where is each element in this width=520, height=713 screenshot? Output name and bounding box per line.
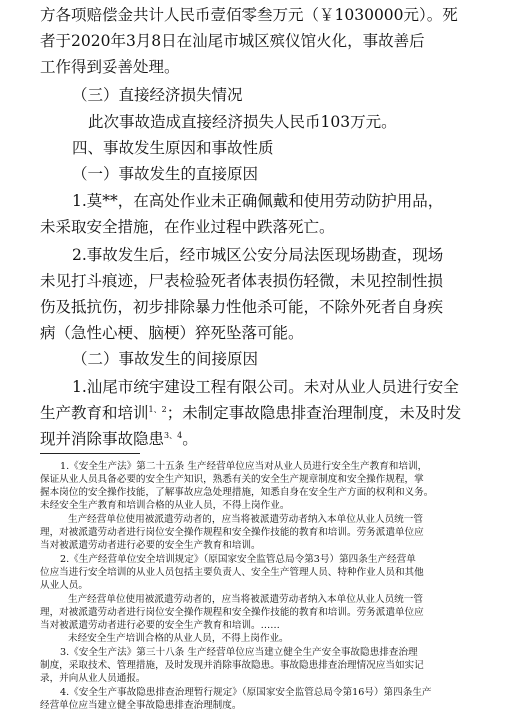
footnote-line: 未经安全生产培训合格的从业人员，不得上岗作业。 <box>68 633 289 644</box>
body-text: 现并消除事故隐患 <box>40 430 165 448</box>
footnote-line: 理，对被派遣劳动者进行岗位安全操作规程和安全操作技能的教育和培训。劳务派遣单位应 <box>40 607 424 618</box>
body-line <box>40 402 490 424</box>
body-line: 未见打斗痕迹，尸表检验死者体表损伤轻微，未见控制性损 <box>40 272 444 290</box>
body-line: 方各项赔偿金共计人民币壹佰零叁万元（￥1030000元）。死 <box>40 6 458 24</box>
footnote-marker: 1、2 <box>148 404 167 414</box>
footnote-line: 4.《安全生产事故隐患排查治理暂行规定》（原国家安全监管总局令第16号）第四条生产 <box>60 687 432 698</box>
body-line: 2.事故发生后，经市城区公安分局法医现场勘查，现场 <box>72 246 444 264</box>
section-heading: （一）事故发生的直接原因 <box>72 165 259 183</box>
section-heading: （三）直接经济损失情况 <box>72 86 243 104</box>
footnote-line: 当对被派遣劳动者进行必要的安全生产教育和培训。…… <box>40 620 280 631</box>
section-heading: （二）事故发生的间接原因 <box>72 350 259 368</box>
footnote-line: 当对被派遣劳动者进行必要的安全生产教育和培训。 <box>40 540 261 551</box>
footnote-line: 录，并向从业人员通报。 <box>40 673 146 684</box>
footnote-line: 1.《安全生产法》第二十五条 生产经营单位应当对从业人员进行安全生产教育和培训， <box>60 461 428 472</box>
footnote-line: 制度，采取技术、管理措施，及时发现并消除事故隐患。事故隐患排查治理情况应当如实记 <box>40 660 424 671</box>
body-text: 。 <box>182 430 198 448</box>
body-line: 病（急性心梗、脑梗）猝死坠落可能。 <box>40 324 304 342</box>
body-line: 1.莫**，在高处作业未正确佩戴和使用劳动防护用品， <box>72 192 444 210</box>
footnote-line: 握本岗位的安全操作技能，了解事故应急处理措施，知悉自身在安全生产方面的权利和义务。 <box>40 487 434 498</box>
footnote-line: 2.《生产经营单位安全培训规定》（原国家安全监管总局令第3号）第四条生产经营单 <box>60 554 416 565</box>
footnote-line: 从业人员。 <box>40 580 88 591</box>
footnote-line: 生产经营单位使用被派遣劳动者的，应当将被派遣劳动者纳入本单位从业人员统一管 <box>68 594 423 605</box>
footnote-line: 位应当进行安全培训的从业人员包括主要负责人、安全生产管理人员、特种作业人员和其他 <box>40 567 424 578</box>
section-heading: 四、事故发生原因和事故性质 <box>72 139 274 157</box>
body-line <box>40 428 490 450</box>
footnote-marker: 3、4 <box>164 430 183 440</box>
body-line: 者于2020年3月8日在汕尾市城区殡仪馆火化，事故善后 <box>40 32 425 50</box>
body-line: 1.汕尾市统宇建设工程有限公司。未对从业人员进行安全 <box>72 378 459 396</box>
footnote-line: 理，对被派遣劳动者进行岗位安全操作规程和安全操作技能的教育和培训。劳务派遣单位应 <box>40 527 424 538</box>
footnote-line: 3.《安全生产法》第三十八条 生产经营单位应当建立健全生产安全事故隐患排查治理 <box>60 647 418 658</box>
footnote-line: 未经安全生产教育和培训合格的从业人员，不得上岗作业。 <box>40 500 290 511</box>
footnote-line: 经营单位应当建立健全事故隐患排查治理制度。 <box>40 700 242 711</box>
footnote-line: 保证从业人员具备必要的安全生产知识，熟悉有关的安全生产规章制度和安全操作规程，掌 <box>40 474 424 485</box>
body-text: ；未制定事故隐患排查治理制度，未及时发 <box>166 404 462 422</box>
body-line: 工作得到妥善处理。 <box>40 58 180 76</box>
footnote-divider <box>40 453 140 454</box>
body-line: 未采取安全措施，在作业过程中跌落死亡。 <box>40 218 335 236</box>
body-line: 此次事故造成直接经济损失人民币103万元。 <box>88 113 397 131</box>
body-text: 生产教育和培训 <box>40 404 149 422</box>
body-line: 伤及抵抗伤，初步排除暴力性他杀可能，不除外死者自身疾 <box>40 298 444 316</box>
footnote-line: 生产经营单位使用被派遣劳动者的，应当将被派遣劳动者纳入本单位从业人员统一管 <box>68 514 423 525</box>
